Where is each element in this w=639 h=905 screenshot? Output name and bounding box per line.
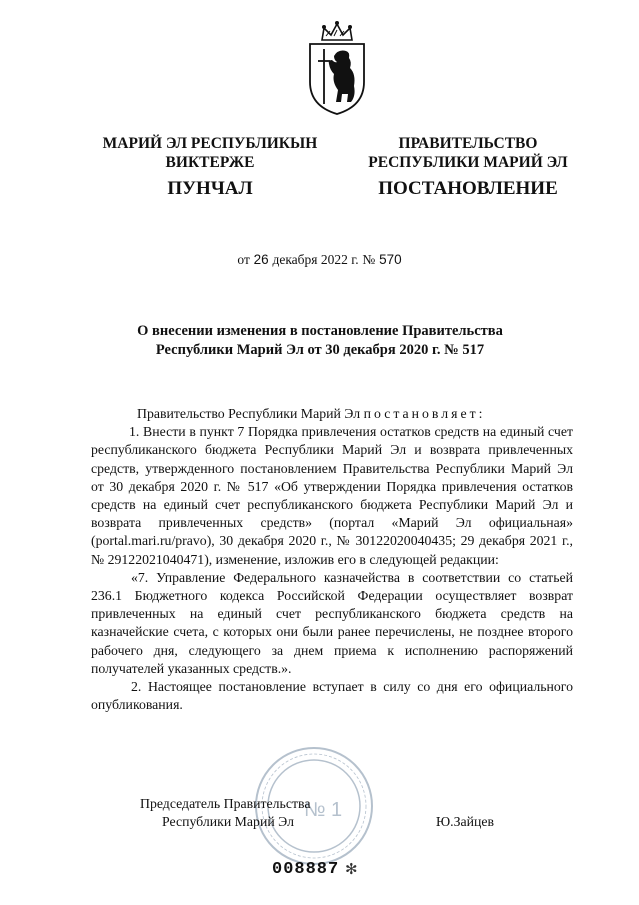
document-date-number: [0, 252, 639, 268]
header-right-line1: ПРАВИТЕЛЬСТВО: [398, 135, 538, 152]
signature-position-line1: Председатель Правительства: [140, 796, 311, 811]
number-sign: №: [362, 252, 376, 267]
header-right-title: [318, 134, 618, 172]
date-day: 26: [253, 252, 269, 267]
document-body: [91, 405, 573, 714]
date-prefix: от: [237, 252, 250, 267]
document-title: [100, 322, 540, 360]
signature-position-line2: Республики Марий Эл: [162, 814, 294, 829]
title-line2: Республики Марий Эл от 30 декабря 2020 г. № 517: [155, 342, 485, 358]
intro-subject: Правительство Республики Марий Эл: [137, 406, 361, 421]
header-left-line2: ВИКТЕРЖЕ: [165, 154, 255, 171]
header-left-line1: МАРИЙ ЭЛ РЕСПУБЛИКЫН: [102, 135, 318, 152]
signatory-name: Ю.Зайцев: [436, 814, 495, 829]
header-right-doc-type: ПОСТАНОВЛЕНИЕ: [378, 178, 558, 199]
seal-number-text: № 1: [304, 799, 343, 821]
intro-paragraph: [103, 405, 573, 423]
paragraph-2: 2. Настоящее постановление вступает в силу со дня его официального опубликования.: [91, 679, 573, 713]
signature-position: [140, 795, 310, 831]
header-right-line2: РЕСПУБЛИКИ МАРИЙ ЭЛ: [368, 154, 568, 171]
header-left-doc-type: ПУНЧАЛ: [167, 178, 253, 199]
asterisk-icon: ✻: [345, 862, 358, 878]
document-number: 570: [379, 252, 402, 267]
date-month-year: декабря 2022 г.: [272, 252, 359, 267]
form-serial-number: 008887: [272, 860, 340, 879]
intro-verb: постановляет:: [363, 406, 486, 421]
paragraph-1: 1. Внести в пункт 7 Порядка привлечения остатков средств на единый счет республиканского бюджета Республики Марий Эл и возврата привлеченных средств, утвержденного постановлением Правительства Республики Марий Эл от 30 декабря 2020 г. № 517 «Об утверждении Порядка привлечения остатков средств на единый счет республиканского бюджета Республики Марий Эл и возврата привлеченных средств» (портал «Марий Эл официальная» (portal.mari.ru/pravo), 30 декабря 2020 г., № 30122020040435; 29 декабря 2021 г., № 29122021040471), изменение, изложив его в следующей редакции:: [91, 424, 573, 567]
title-line1: О внесении изменения в постановление Правительства: [137, 323, 503, 339]
header-left-title: [60, 134, 360, 172]
coat-of-arms-emblem: [304, 16, 370, 116]
quoted-paragraph: «7. Управление Федерального казначейства в соответствии со статьей 236.1 Бюджетного кодекса Российской Федерации осуществляет возврат привлеченных на единый счет республиканского бюджета средств на казначейские счета, с которых они были ранее перечислены, не позднее второго рабочего дня, следующего за днем приема к исполнению распоряжений получателей указанных средств.».: [91, 569, 573, 676]
